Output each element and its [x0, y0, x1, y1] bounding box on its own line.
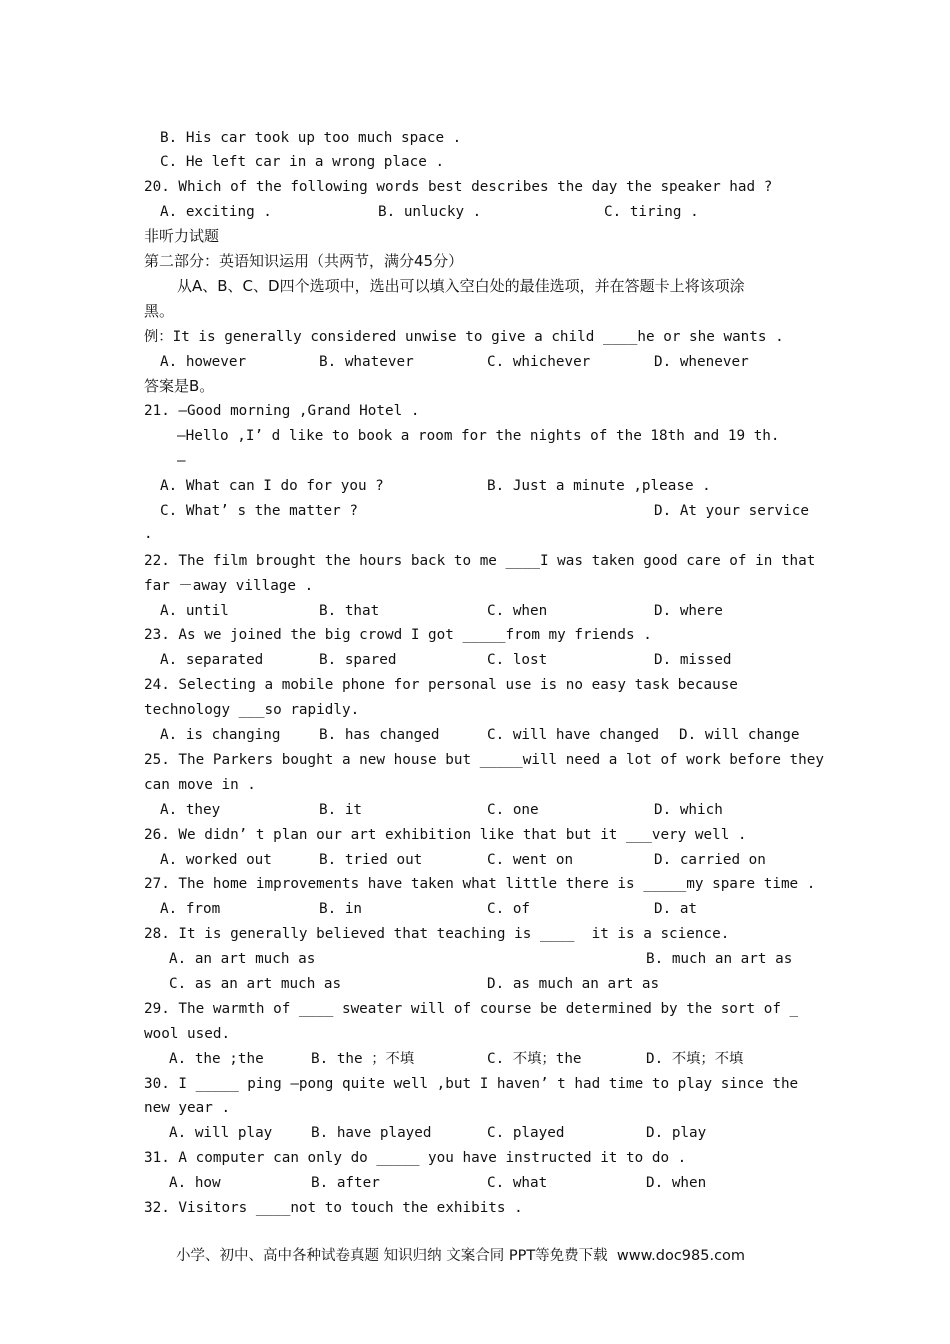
example-stem: 例：It is generally considered unwise to give a child ____he or she wants . — [144, 329, 784, 345]
q22-option-b: B. that — [319, 603, 380, 619]
q21-stem-line3: — — [177, 453, 186, 469]
q23-option-b: B. spared — [319, 652, 397, 668]
q26-option-c: C. went on — [487, 852, 574, 868]
q26-option-a: A. worked out — [160, 852, 272, 868]
example-option-b: B. whatever — [319, 354, 414, 370]
q23-option-d: D. missed — [654, 652, 732, 668]
q30-stem: 30. I _____ ping —pong quite well ,but I haven’ t had time to play since the — [144, 1076, 799, 1092]
q30-option-b: B. have played — [311, 1125, 432, 1141]
q31-option-a: A. how — [169, 1175, 221, 1191]
example-answer: 答案是B。 — [144, 377, 215, 395]
q26-stem: 26. We didn’ t plan our art exhibition like that but it ___very well . — [144, 827, 747, 843]
example-option-a: A. however — [160, 354, 247, 370]
q31-stem: 31. A computer can only do _____ you have instructed it to do . — [144, 1150, 687, 1166]
q25-stem-line2: can move in . — [144, 777, 256, 793]
q30-stem-line2: new year . — [144, 1100, 231, 1116]
q22-stem-line2: far －away village . — [144, 578, 314, 594]
q31-option-b: B. after — [311, 1175, 380, 1191]
q30-option-a: A. will play — [169, 1125, 273, 1141]
example-option-c: C. whichever — [487, 354, 591, 370]
q27-option-a: A. from — [160, 901, 221, 917]
q25-option-d: D. which — [654, 802, 723, 818]
q29-option-d: D. 不填；不填 — [646, 1051, 744, 1067]
q24-option-a: A. is changing — [160, 727, 281, 743]
section-heading-nonlistening: 非听力试题 — [144, 227, 220, 245]
q28-option-b: B. much an art as — [646, 951, 793, 967]
q24-option-b: B. has changed — [319, 727, 440, 743]
q27-stem: 27. The home improvements have taken what little there is _____my spare time . — [144, 876, 816, 892]
section-heading-part2: 第二部分：英语知识运用（共两节，满分45分） — [144, 252, 464, 270]
q28-stem: 28. It is generally believed that teaching is ____ it is a science. — [144, 926, 730, 942]
q29-option-a: A. the ;the — [169, 1051, 264, 1067]
q24-option-c: C. will have changed — [487, 727, 660, 743]
instructions-line1: 从A、B、C、D四个选项中，选出可以填入空白处的最佳选项，并在答题卡上将该项涂 — [177, 277, 745, 295]
q30-option-c: C. played — [487, 1125, 565, 1141]
example-option-d: D. whenever — [654, 354, 749, 370]
q21-option-a: A. What can I do for you ? — [160, 478, 384, 494]
q29-option-c: C. 不填；the — [487, 1051, 582, 1067]
q23-stem: 23. As we joined the big crowd I got _____from my friends . — [144, 627, 652, 643]
q25-option-c: C. one — [487, 802, 539, 818]
q24-option-d: D. will change — [679, 727, 800, 743]
q22-option-c: C. when — [487, 603, 548, 619]
q21-stem: 21. —Good morning ,Grand Hotel . — [144, 403, 420, 419]
q22-option-d: D. where — [654, 603, 723, 619]
q25-option-b: B. it — [319, 802, 363, 818]
q30-option-d: D. play — [646, 1125, 707, 1141]
q31-option-d: D. when — [646, 1175, 707, 1191]
q19-option-c: C. He left car in a wrong place . — [160, 154, 445, 170]
q25-option-a: A. they — [160, 802, 221, 818]
q26-option-d: D. carried on — [654, 852, 766, 868]
q26-option-b: B. tried out — [319, 852, 423, 868]
q29-stem: 29. The warmth of ____ sweater will of course be determined by the sort of _ — [144, 1001, 799, 1017]
q23-option-a: A. separated — [160, 652, 264, 668]
q28-option-a: A. an art much as — [169, 951, 316, 967]
q22-stem: 22. The film brought the hours back to me ____I was taken good care of in that — [144, 553, 816, 569]
q20-stem: 20. Which of the following words best describes the day the speaker had ? — [144, 179, 773, 195]
q29-stem-line2: wool used. — [144, 1026, 231, 1042]
q21-trailing-period: . — [144, 526, 153, 542]
q28-option-d: D. as much an art as — [487, 976, 660, 992]
q32-stem: 32. Visitors ____not to touch the exhibits . — [144, 1200, 523, 1216]
q27-option-c: C. of — [487, 901, 531, 917]
page-footer: 小学、初中、高中各种试卷真题 知识归纳 文案合同 PPT等免费下载 www.doc985.com — [176, 1248, 746, 1264]
q20-option-b: B. unlucky . — [378, 204, 482, 220]
q31-option-c: C. what — [487, 1175, 548, 1191]
q23-option-c: C. lost — [487, 652, 548, 668]
instructions-line2: 黑。 — [144, 302, 175, 320]
q22-option-a: A. until — [160, 603, 229, 619]
q24-stem: 24. Selecting a mobile phone for personal use is no easy task because — [144, 677, 738, 693]
q21-stem-line2: —Hello ,I’ d like to book a room for the nights of the 18th and 19 th. — [177, 428, 780, 444]
q24-stem-line2: technology ___so rapidly. — [144, 702, 360, 718]
q20-option-a: A. exciting . — [160, 204, 272, 220]
q27-option-d: D. at — [654, 901, 698, 917]
q19-option-b: B. His car took up too much space . — [160, 130, 462, 146]
q21-option-b: B. Just a minute ,please . — [487, 478, 711, 494]
q28-option-c: C. as an art much as — [169, 976, 342, 992]
q25-stem: 25. The Parkers bought a new house but _____will need a lot of work before they — [144, 752, 824, 768]
q20-option-c: C. tiring . — [604, 204, 699, 220]
q29-option-b: B. the ；不填 — [311, 1051, 415, 1067]
q27-option-b: B. in — [319, 901, 363, 917]
q21-option-d: D. At your service — [654, 503, 809, 519]
q21-option-c: C. What’ s the matter ? — [160, 503, 358, 519]
